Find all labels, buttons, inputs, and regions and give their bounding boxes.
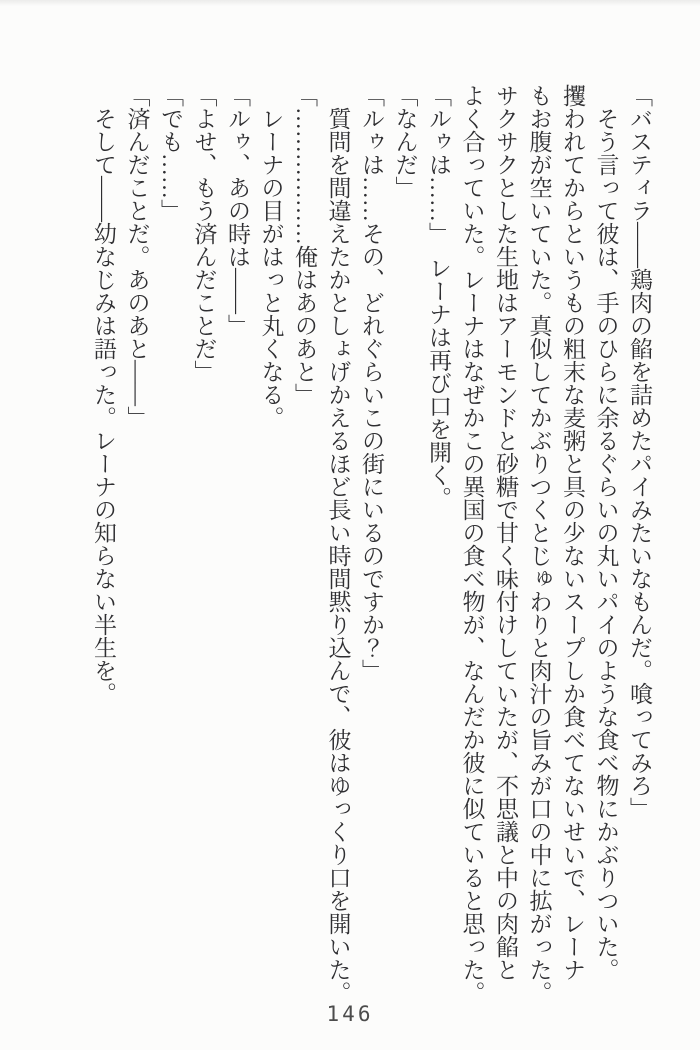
text-line: そして――幼なじみは語った。レーナの知らない半生を。 xyxy=(91,84,116,705)
text-line: 「バスティラ――鶏肉の餡を詰めたパイみたいなもんだ。喰ってみろ」 xyxy=(627,84,652,820)
scan-edge-shading xyxy=(0,0,700,6)
text-line: 攫われてからというもの粗末な麦粥と具の少ないスープしか食べてないせいで、レーナ xyxy=(560,84,585,981)
text-line: 「よせ、もう済んだことだ」 xyxy=(191,84,217,383)
page-number: 146 xyxy=(326,1002,374,1026)
text-line: 「なんだ」 xyxy=(392,84,418,199)
text-line: レーナの目がはっと丸くなる。 xyxy=(258,84,284,429)
text-line: サクサクとした生地はアーモンドと砂糖で甘く味付けしていたが、不思議と中の肉餡と xyxy=(493,84,518,981)
text-line: そう言って彼は、手のひらに余るぐらいの丸いパイのような食べ物にかぶりついた。 xyxy=(593,84,619,981)
text-line: 質問を間違えたかとしょげかえるほど長い時間黙り込んで、彼はゆっくり口を開いた。 xyxy=(325,84,351,1004)
text-line: 「でも……」 xyxy=(158,84,183,222)
text-line: 「………………俺はあのあと」 xyxy=(292,84,317,406)
text-line: よく合っていた。レーナはなぜかこの異国の食べ物が、なんだか彼に似ていると思った。 xyxy=(459,84,485,1004)
text-line: 「済んだことだ。あのあと――」 xyxy=(124,84,150,429)
text-line: 「ルゥ、あの時は――」 xyxy=(225,84,250,337)
text-line: もお腹が空いていた。真似してかぶりつくとじゅわりと肉汁の旨みが口の中に拡がった。 xyxy=(526,84,552,1004)
page-text-block xyxy=(87,84,657,1004)
text-line: 「ルゥは……その、どれぐらいこの街にいるのですか？」 xyxy=(359,84,384,682)
text-line: 「ルゥは……」 レーナは再び口を開く。 xyxy=(426,84,451,510)
